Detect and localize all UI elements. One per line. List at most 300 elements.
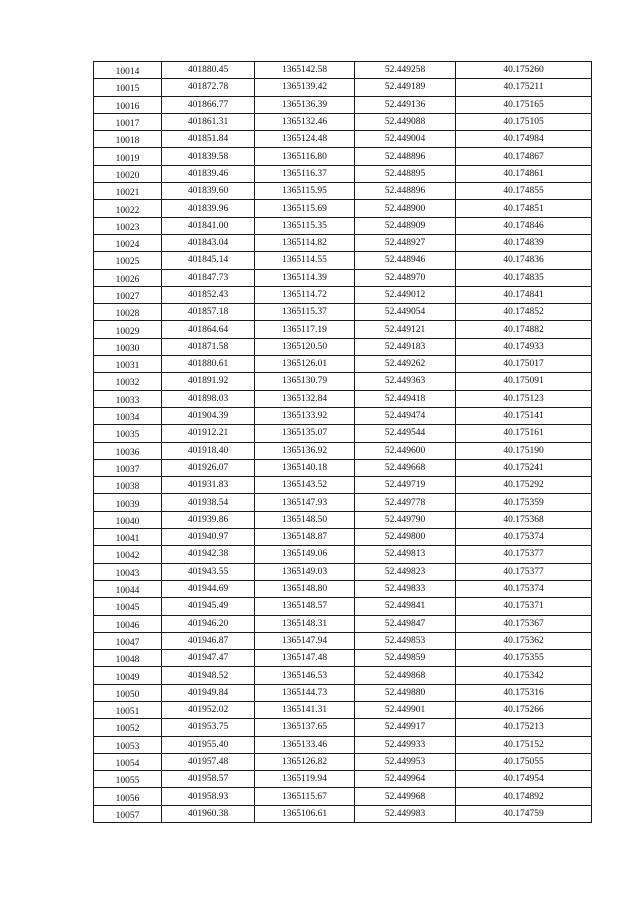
table-row	[94, 131, 592, 148]
cell-text: 401861.31	[187, 117, 229, 128]
table-row	[94, 615, 592, 632]
table-row	[94, 494, 592, 511]
cell-text: 401864.64	[187, 324, 229, 335]
cell-text: 401953.75	[187, 722, 229, 733]
longitude-cell	[456, 598, 592, 615]
longitude-cell	[456, 788, 592, 805]
cell-text: 10028	[115, 309, 140, 320]
cell-text: 40.175359	[503, 497, 544, 508]
cell-text: 40.175213	[503, 722, 544, 733]
cell-text: 401872.78	[187, 82, 229, 93]
latitude-cell	[355, 269, 456, 286]
point-id-cell	[94, 494, 162, 511]
cell-text: 10022	[115, 205, 140, 216]
cell-text: 40.175355	[503, 653, 544, 664]
y-coordinate-cell	[255, 373, 355, 390]
cell-text: 40.175190	[503, 445, 544, 456]
cell-text: 40.175292	[503, 480, 544, 491]
cell-text: 1365120.50	[281, 341, 328, 352]
cell-text: 401839.58	[187, 151, 229, 162]
cell-text: 1365141.31	[281, 705, 328, 716]
longitude-cell	[456, 113, 592, 130]
cell-text: 52.449841	[384, 601, 426, 612]
cell-text: 401939.86	[187, 514, 229, 525]
cell-text: 10053	[115, 741, 140, 752]
longitude-cell	[456, 407, 592, 424]
cell-text: 401841.00	[187, 220, 229, 231]
table-row	[94, 477, 592, 494]
cell-text: 52.449800	[384, 532, 426, 543]
x-coordinate-cell	[162, 459, 255, 476]
x-coordinate-cell	[162, 200, 255, 217]
table-row	[94, 598, 592, 615]
cell-text: 10026	[115, 274, 140, 285]
cell-text: 10017	[115, 119, 140, 130]
cell-text: 52.448895	[384, 168, 426, 179]
cell-text: 40.174839	[503, 238, 544, 249]
cell-text: 1365147.94	[281, 635, 328, 646]
cell-text: 40.175161	[503, 428, 544, 439]
point-id-cell	[94, 667, 162, 684]
latitude-cell	[355, 667, 456, 684]
cell-text: 1365114.72	[282, 290, 327, 300]
table-row	[94, 753, 592, 770]
cell-text: 52.449668	[384, 462, 426, 473]
table-row	[94, 200, 592, 217]
cell-text: 40.174892	[503, 791, 544, 802]
latitude-cell	[355, 183, 456, 200]
latitude-cell	[355, 131, 456, 148]
cell-text: 40.175316	[503, 687, 544, 698]
x-coordinate-cell	[162, 304, 255, 321]
cell-text: 10015	[115, 84, 140, 95]
cell-text: 401957.48	[187, 757, 229, 768]
cell-text: 40.175241	[503, 462, 544, 473]
latitude-cell	[355, 684, 456, 701]
cell-text: 52.448896	[384, 151, 426, 162]
y-coordinate-cell	[255, 234, 355, 251]
point-id-cell	[94, 373, 162, 390]
cell-text: 1365148.50	[281, 514, 328, 525]
x-coordinate-cell	[162, 79, 255, 96]
point-id-cell	[94, 286, 162, 303]
point-id-cell	[94, 425, 162, 442]
cell-text: 40.175367	[503, 618, 544, 629]
cell-text: 10041	[115, 534, 140, 545]
y-coordinate-cell	[255, 338, 355, 355]
cell-text: 1365115.95	[282, 186, 327, 197]
latitude-cell	[355, 62, 456, 79]
cell-text: 401898.03	[187, 393, 229, 404]
cell-text: 40.175368	[503, 514, 544, 525]
point-id-cell	[94, 684, 162, 701]
cell-text: 40.174836	[503, 255, 544, 266]
y-coordinate-cell	[255, 269, 355, 286]
coordinates-table-body	[94, 62, 592, 823]
latitude-cell	[355, 805, 456, 822]
cell-text: 10016	[115, 101, 140, 112]
cell-text: 52.448946	[384, 255, 426, 266]
cell-text: 401904.39	[187, 411, 229, 422]
longitude-cell	[456, 96, 592, 113]
cell-text: 52.449853	[384, 635, 426, 646]
cell-text: 10027	[115, 292, 140, 302]
y-coordinate-cell	[255, 442, 355, 459]
y-coordinate-cell	[255, 667, 355, 684]
cell-text: 1365149.03	[281, 566, 328, 577]
x-coordinate-cell	[162, 252, 255, 269]
latitude-cell	[355, 563, 456, 580]
latitude-cell	[355, 321, 456, 338]
table-row	[94, 356, 592, 373]
cell-text: 52.448909	[384, 220, 426, 231]
cell-text: 401947.47	[187, 653, 229, 664]
longitude-cell	[456, 373, 592, 390]
cell-text: 52.449258	[384, 65, 426, 76]
longitude-cell	[456, 753, 592, 770]
cell-text: 52.449778	[384, 497, 426, 508]
cell-text: 401945.49	[187, 601, 229, 612]
cell-text: 52.449004	[384, 134, 426, 145]
longitude-cell	[456, 563, 592, 580]
cell-text: 52.448900	[384, 203, 426, 214]
cell-text: 52.449933	[384, 739, 426, 750]
point-id-cell	[94, 165, 162, 182]
cell-text: 1365136.39	[281, 99, 328, 110]
point-id-cell	[94, 563, 162, 580]
longitude-cell	[456, 269, 592, 286]
table-row	[94, 632, 592, 649]
cell-text: 1365126.01	[281, 359, 328, 370]
cell-text: 40.174855	[503, 186, 544, 197]
point-id-cell	[94, 650, 162, 667]
point-id-cell	[94, 321, 162, 338]
y-coordinate-cell	[255, 477, 355, 494]
cell-text: 40.175374	[503, 532, 544, 543]
table-row	[94, 511, 592, 528]
table-row	[94, 390, 592, 407]
cell-text: 40.175362	[503, 635, 544, 646]
cell-text: 1365114.55	[282, 255, 327, 266]
longitude-cell	[456, 771, 592, 788]
table-row	[94, 580, 592, 597]
cell-text: 10032	[115, 378, 140, 389]
table-row	[94, 373, 592, 390]
cell-text: 1365137.65	[281, 722, 328, 733]
table-row	[94, 148, 592, 165]
y-coordinate-cell	[255, 183, 355, 200]
cell-text: 10052	[115, 724, 140, 735]
longitude-cell	[456, 62, 592, 79]
x-coordinate-cell	[162, 338, 255, 355]
cell-text: 1365126.82	[281, 757, 328, 768]
table-row	[94, 563, 592, 580]
latitude-cell	[355, 771, 456, 788]
x-coordinate-cell	[162, 511, 255, 528]
latitude-cell	[355, 148, 456, 165]
latitude-cell	[355, 96, 456, 113]
cell-text: 10054	[115, 759, 140, 770]
cell-text: 1365135.07	[281, 428, 328, 439]
cell-text: 1365132.46	[281, 117, 328, 128]
longitude-cell	[456, 459, 592, 476]
point-id-cell	[94, 753, 162, 770]
cell-text: 1365116.37	[282, 168, 327, 179]
cell-text: 52.449880	[384, 687, 426, 698]
x-coordinate-cell	[162, 321, 255, 338]
point-id-cell	[94, 580, 162, 597]
cell-text: 40.174882	[503, 324, 544, 335]
cell-text: 40.175377	[503, 549, 544, 560]
cell-text: 401955.40	[187, 739, 229, 750]
latitude-cell	[355, 719, 456, 736]
x-coordinate-cell	[162, 650, 255, 667]
point-id-cell	[94, 511, 162, 528]
cell-text: 52.449917	[384, 722, 426, 733]
x-coordinate-cell	[162, 667, 255, 684]
latitude-cell	[355, 165, 456, 182]
y-coordinate-cell	[255, 165, 355, 182]
cell-text: 40.175371	[503, 601, 544, 612]
cell-text: 401946.20	[187, 618, 229, 629]
cell-text: 40.174846	[503, 220, 544, 231]
cell-text: 40.174954	[503, 774, 544, 785]
table-row	[94, 252, 592, 269]
latitude-cell	[355, 373, 456, 390]
cell-text: 52.449901	[384, 705, 426, 716]
cell-text: 1365136.92	[281, 445, 328, 456]
longitude-cell	[456, 546, 592, 563]
cell-text: 10045	[115, 603, 140, 614]
cell-text: 10043	[115, 568, 140, 579]
cell-text: 401948.52	[187, 670, 229, 681]
longitude-cell	[456, 580, 592, 597]
y-coordinate-cell	[255, 459, 355, 476]
cell-text: 1365140.18	[281, 462, 328, 473]
cell-text: 40.174984	[503, 134, 544, 145]
cell-text: 40.174835	[503, 272, 544, 283]
cell-text: 1365115.67	[282, 791, 327, 802]
cell-text: 52.448927	[384, 238, 426, 249]
cell-text: 40.174851	[503, 203, 544, 214]
y-coordinate-cell	[255, 719, 355, 736]
cell-text: 1365106.61	[281, 808, 328, 819]
cell-text: 401880.61	[187, 359, 229, 370]
point-id-cell	[94, 131, 162, 148]
longitude-cell	[456, 650, 592, 667]
longitude-cell	[456, 684, 592, 701]
cell-text: 10048	[115, 655, 140, 666]
cell-text: 1365133.46	[281, 739, 328, 750]
latitude-cell	[355, 511, 456, 528]
cell-text: 10056	[115, 793, 140, 804]
latitude-cell	[355, 753, 456, 770]
x-coordinate-cell	[162, 719, 255, 736]
cell-text: 52.449847	[384, 618, 426, 629]
cell-text: 401942.38	[187, 549, 229, 560]
y-coordinate-cell	[255, 131, 355, 148]
cell-text: 401918.40	[187, 445, 229, 456]
longitude-cell	[456, 356, 592, 373]
cell-text: 10031	[115, 361, 140, 372]
table-row	[94, 62, 592, 79]
table-row	[94, 684, 592, 701]
cell-text: 40.175266	[503, 705, 544, 716]
point-id-cell	[94, 805, 162, 822]
x-coordinate-cell	[162, 736, 255, 753]
x-coordinate-cell	[162, 788, 255, 805]
y-coordinate-cell	[255, 615, 355, 632]
point-id-cell	[94, 390, 162, 407]
table-row	[94, 546, 592, 563]
longitude-cell	[456, 442, 592, 459]
point-id-cell	[94, 217, 162, 234]
longitude-cell	[456, 632, 592, 649]
longitude-cell	[456, 200, 592, 217]
y-coordinate-cell	[255, 425, 355, 442]
x-coordinate-cell	[162, 494, 255, 511]
latitude-cell	[355, 442, 456, 459]
y-coordinate-cell	[255, 148, 355, 165]
x-coordinate-cell	[162, 62, 255, 79]
cell-text: 10042	[115, 551, 140, 562]
cell-text: 40.175091	[503, 376, 544, 387]
x-coordinate-cell	[162, 183, 255, 200]
cell-text: 401960.38	[187, 808, 229, 819]
x-coordinate-cell	[162, 442, 255, 459]
longitude-cell	[456, 304, 592, 321]
x-coordinate-cell	[162, 390, 255, 407]
cell-text: 52.449833	[384, 584, 426, 595]
table-row	[94, 96, 592, 113]
longitude-cell	[456, 805, 592, 822]
cell-text: 1365139.42	[281, 82, 328, 93]
point-id-cell	[94, 736, 162, 753]
y-coordinate-cell	[255, 321, 355, 338]
x-coordinate-cell	[162, 563, 255, 580]
cell-text: 10029	[115, 326, 140, 337]
x-coordinate-cell	[162, 684, 255, 701]
cell-text: 1365117.19	[282, 324, 327, 335]
table-row	[94, 701, 592, 718]
cell-text: 401866.77	[187, 99, 229, 110]
cell-text: 401839.60	[187, 186, 229, 197]
cell-text: 401946.87	[187, 635, 229, 646]
y-coordinate-cell	[255, 753, 355, 770]
cell-text: 10034	[115, 413, 140, 424]
x-coordinate-cell	[162, 529, 255, 546]
cell-text: 1365116.80	[282, 151, 327, 162]
cell-text: 52.449189	[384, 82, 426, 93]
table-row	[94, 529, 592, 546]
cell-text: 1365133.92	[281, 411, 328, 422]
table-row	[94, 425, 592, 442]
y-coordinate-cell	[255, 805, 355, 822]
cell-text: 1365115.37	[282, 307, 327, 318]
longitude-cell	[456, 286, 592, 303]
table-row	[94, 788, 592, 805]
cell-text: 40.175377	[503, 566, 544, 577]
longitude-cell	[456, 131, 592, 148]
cell-text: 10024	[115, 240, 140, 251]
cell-text: 401839.96	[187, 203, 229, 214]
cell-text: 401958.57	[187, 774, 229, 785]
x-coordinate-cell	[162, 356, 255, 373]
cell-text: 10038	[115, 482, 140, 493]
cell-text: 10020	[115, 170, 140, 181]
cell-text: 401845.14	[187, 255, 229, 266]
y-coordinate-cell	[255, 684, 355, 701]
y-coordinate-cell	[255, 736, 355, 753]
cell-text: 10040	[115, 516, 140, 527]
latitude-cell	[355, 529, 456, 546]
table-row	[94, 269, 592, 286]
cell-text: 1365148.31	[281, 618, 328, 629]
cell-text: 52.449054	[384, 307, 426, 318]
cell-text: 401847.73	[187, 272, 229, 283]
cell-text: 10037	[115, 464, 140, 475]
table-row	[94, 321, 592, 338]
cell-text: 40.175105	[503, 117, 544, 128]
table-row	[94, 217, 592, 234]
cell-text: 52.449474	[384, 411, 426, 422]
cell-text: 52.449363	[384, 376, 426, 387]
cell-text: 401851.84	[187, 134, 229, 145]
table-row	[94, 650, 592, 667]
cell-text: 401839.46	[187, 168, 229, 179]
latitude-cell	[355, 736, 456, 753]
latitude-cell	[355, 615, 456, 632]
table-row	[94, 407, 592, 424]
point-id-cell	[94, 598, 162, 615]
longitude-cell	[456, 494, 592, 511]
x-coordinate-cell	[162, 113, 255, 130]
cell-text: 52.449813	[384, 549, 426, 560]
x-coordinate-cell	[162, 546, 255, 563]
x-coordinate-cell	[162, 407, 255, 424]
cell-text: 52.449088	[384, 117, 426, 128]
latitude-cell	[355, 304, 456, 321]
table-row	[94, 736, 592, 753]
y-coordinate-cell	[255, 632, 355, 649]
cell-text: 10033	[115, 395, 140, 406]
point-id-cell	[94, 200, 162, 217]
cell-text: 52.449544	[384, 428, 426, 439]
point-id-cell	[94, 407, 162, 424]
cell-text: 52.448970	[384, 272, 426, 283]
x-coordinate-cell	[162, 580, 255, 597]
cell-text: 1365147.93	[281, 497, 328, 508]
longitude-cell	[456, 252, 592, 269]
cell-text: 52.449964	[384, 774, 426, 785]
y-coordinate-cell	[255, 113, 355, 130]
table-row	[94, 183, 592, 200]
cell-text: 52.449136	[384, 99, 426, 110]
y-coordinate-cell	[255, 494, 355, 511]
cell-text: 52.449868	[384, 670, 426, 681]
cell-text: 1365148.87	[281, 532, 328, 543]
cell-text: 10055	[115, 776, 140, 787]
cell-text: 52.449183	[384, 341, 426, 352]
longitude-cell	[456, 79, 592, 96]
cell-text: 52.448896	[384, 186, 426, 197]
y-coordinate-cell	[255, 598, 355, 615]
x-coordinate-cell	[162, 771, 255, 788]
longitude-cell	[456, 338, 592, 355]
point-id-cell	[94, 252, 162, 269]
y-coordinate-cell	[255, 563, 355, 580]
latitude-cell	[355, 252, 456, 269]
